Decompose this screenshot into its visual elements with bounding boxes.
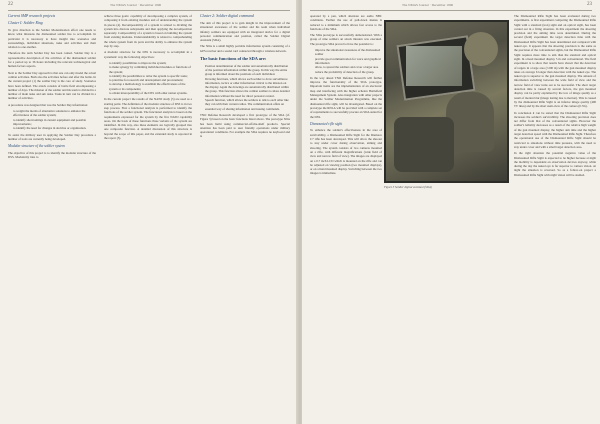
paragraph: TNO Defense Research developed a first prototype of the SDA (cf. Figure 3) based on the basic functions listed above. The prototype SDA has been build using commercial-off-the-shelf products. Special attention has been paid to user friendly operations under military operational conditions. For example the SDA requires no keyboard and is bbox=[200, 112, 290, 139]
figure-photo-frame bbox=[384, 20, 509, 183]
list-item: • Drawing functions, which allows each soldier to draw surveillance information, tactics or other information critical to the mission on the display. Again the drawings are automatically distributed within the group. This function allows the combat soldiers to share detailed information without the need for direct personal contact. bbox=[205, 77, 290, 98]
paragraph: achieve three goals: capability of decomposing a complex system, of composing it from existing modules and of understanding the system in pieces (4). Decomposability of a system is related to dividing the system into discrete subsystems and then applying the decomposition separately. Composability of a system is based on building the system from existing modules. Understandability is related to comprehending the whole system from its parts and the ability to enhance the system step by step. bbox=[104, 14, 192, 49]
paragraph: operated by a pen, which alternate are audio NBC conditions. Further the use of pull-down menus is reduced to a minimum which allows fast access to the functions of the SDA. bbox=[310, 14, 382, 31]
running-head: The NMAS Journal · December 1996 bbox=[110, 3, 162, 7]
device-display-shape bbox=[406, 46, 462, 86]
paragraph: Therefore the term Soldier Day has been coined. Soldier Day is a representative description of the activities of the dismounted soldier for a period up to 36 hours including the relevant technological and human factors aspects. bbox=[8, 51, 96, 69]
bullet-list bbox=[200, 64, 290, 111]
paragraph: The objective of this project is to identify the modular structure of the DSS. Modularity tries to bbox=[8, 150, 96, 160]
list-item: • improve the situational awareness of the dismounted soldier bbox=[315, 48, 382, 57]
list-item: • to obtain interoperability of the DSS with other nation systems. bbox=[109, 91, 192, 95]
bullet-list bbox=[104, 61, 192, 95]
gear-shape bbox=[394, 117, 454, 172]
page-number: 22 bbox=[8, 2, 13, 7]
paragraph: To enhance the soldier's effectiveness in the area of survivability, a Dismounted Rifle Sight for the Diemaco C7 rifle has been developed. This will allow the shooter to stay under cover during observation, aiming and shooting. The system consists of two cameras mounted on a rifle, with different magnifications (wide field of view and narrow field of view). The images are displayed on a 0.7 inch LCD which is mounted on the rifle and can be adjusted on viewing position (two mounted displays), or on a hand mounted display. Switching between the two images is immediate. bbox=[310, 128, 382, 176]
paragraph: A modular structure for the DSS is necessary to accomplish in a systematic way the following objectives: bbox=[104, 50, 192, 59]
list-item: • to develop a methodology to establish the effectiveness of the system or its components; bbox=[109, 82, 192, 91]
subsection-heading: Cluster 2: Soldier digital command bbox=[200, 14, 254, 18]
column-3 bbox=[200, 14, 290, 419]
list-item: • reduce the probability of detection of the group. bbox=[315, 70, 382, 74]
paragraph: The Dismounted Rifle Sight has been evaluated during two experiments. A first experiment comparing the Dismounted Rifle Sight with a standard (iron) sight and an optical sight, has been carried out in a firing situation. In this experiment the shooting precision and the aiming time were determined. During the second (field) experiment the target detection time with the Dismounted Rifle Sight has been determined and compared with naked eye. It appears that the shooting precision is the same as the precision of the conventional sights, but the Dismounted Rifle Sight requires more time to aim than the standard and optical sight. In a head mounted display 5 m and conventional. The field experiment is to show that results have shown that the detection of targets in a large area (>200 m) with the gun mounted display takes on average 6 longer than detection with the naked eye. The naked eye is superior to the gun mounted display. The amount of information switching between the wide field of view and the narrow field of view turns out to be successful. The short target detection time is caused by several factors, the gun mounted display can be partly explained by the low of image quality as a result of motion blur (image lasting due to motion). This is caused by the dismounted Rifle Sight is an inferior image quality (400 TV lines) and by the short stem-view of the camera (0.7m). bbox=[514, 14, 596, 109]
list-item: • provide good communication for voice and graphical information bbox=[315, 57, 382, 66]
running-head: The NMAS Journal · December 1996 bbox=[402, 3, 454, 7]
header-rule bbox=[310, 10, 592, 11]
page-number: 23 bbox=[587, 2, 592, 7]
column-3 bbox=[514, 14, 596, 419]
figure-caption: Figure 3 Soldier digital assistant (SDA) bbox=[384, 185, 432, 189]
subsection-heading: Dismounted rifle sight bbox=[310, 121, 343, 126]
list-item: • to make synergy by combining individual modules or functions of the system; bbox=[109, 65, 192, 74]
left-page bbox=[0, 0, 298, 424]
helmet-shape bbox=[464, 32, 498, 66]
list-item: • to prioritise for research and development and procurement; bbox=[109, 78, 192, 82]
list-item: • allow, to spread the soldiers and cover a larger area bbox=[315, 65, 382, 69]
paragraph: To give direction to the Soldier Modernisation effort one needs to know what missions the dismounted soldier has to accomplish. In particular it is necessary to have insight into scenarios and surroundings, individual situations, tasks and activities and their relation to one another. bbox=[8, 28, 96, 50]
column-2 bbox=[104, 14, 192, 419]
paragraph: In conclusion it can be stated that the Dismounted Rifle Sight increases the soldier's survivability. The shooting precision does not differ from that of the conventional sights. However the soldier's lethality decreases as a result of the relative high weight of the gun mounted display, the higher aim time and the higher target detection speed with the Dismounted Rifle Sight. Therefore the operational use of the Dismounted Rifle Sight should be restricted to situations without time pressure, with the need to stay under cover and with a small target detection area. bbox=[514, 110, 596, 149]
paragraph: The aim of this project is to gain insight in the improvement of the situational awareness of the soldier and his team when individual infantry soldiers are equipped with an integrated device for a digital personal communication and position, called the Soldier Digital Assistant (SDA). bbox=[200, 21, 290, 43]
section-heading: The basic functions of the SDA are: bbox=[200, 56, 267, 62]
bullet-list bbox=[310, 48, 382, 74]
paragraph: Next to the Soldier Day approach is that one can only model the actual combat activities. Both also the activities before and after the battle. In the current project (1) the soldier Day is the core of study. Scenarios have been defined. The attack consists of battle field encompassing a number of days. The mission of the soldier and his team is divided in a number of main tasks and sub tasks. Tasks in turn can be divided in a number of activities. bbox=[8, 70, 96, 101]
paragraph: In the way ahead TNO Defense Research will further improve the functionality of the SDA prototype. Important items are the implementation of an electronic map and interfacing with the higher echelon Battlefield Management System. Also integration with other projects under the Soldier Modernisation Programme, like the dismounted rifle sight, will be investigated. Based on the prototype the RNLA will be provided with a complete set of requirements to successfully procure an SDA suited for the DSS. bbox=[310, 75, 382, 119]
list-item: • Position determination of the soldier and automatically distribution of the position information within the group. In this way the entire group is informed about the positions of each individual. bbox=[205, 64, 290, 77]
list-item: • to weight the merits of alternative solutions to enhance the effectiveness of the soldier system; bbox=[13, 109, 96, 118]
section-heading: Current SMP research projects bbox=[8, 14, 56, 18]
bullet-list bbox=[8, 109, 96, 130]
list-item: • to identify possibilities to improve the system; bbox=[109, 61, 192, 65]
column-1 bbox=[8, 14, 96, 419]
paragraph: A procedure was designed that was the Soldier Day information: bbox=[8, 102, 88, 107]
subsection-heading: Modular structure of the soldier system bbox=[8, 144, 65, 149]
header-rule bbox=[8, 10, 290, 11]
paragraph: The SDA prototype is successfully demonstrated. With a group of nine soldiers an attack mission was executed. The prototype SDA proved to have the potential to: bbox=[310, 33, 382, 46]
subsection-heading: Cluster I: Soldier Ring bbox=[8, 21, 43, 25]
list-item: • to identify the need for changes in doctrine or organisation. bbox=[13, 126, 96, 130]
paragraph: The SDA is a small highly portable information system consisting of a GPS receiver and a sound card connected through a wireless network. bbox=[200, 44, 290, 53]
column-1 bbox=[310, 14, 382, 419]
paragraph: In the right situation the potential negative value of the Dismounted Rifle Sight is expected to be higher because at night the mobility is dependent on observation devices anyway, while during the day the naked eye is far superior to camera vision. At night the situation is reversed. So as a follow-on project a Dismounted Rifle Sight with night vision will be studied. bbox=[514, 151, 596, 177]
paragraph: In the current project the results of the NATO study (5) are used as a starting point. The definition of the modular structure of DSS is in two step process. First a functional analysis is performed to identify the functions of the soldier system. The functional analysis is based on the requirements expressed for the system by the five NATO capability areas. On the basis of these functions three variants of the system are identified. In this way, also these elements are logically grouped into one composite function. A detailed discussion of this structure is beyond the scope of this paper, and the extended study is reported in the report (3). bbox=[104, 97, 192, 141]
soldier-digital-assistant-photo bbox=[386, 22, 507, 181]
paragraph: To assist the military user in applying the Soldier Day procedure a number of tools are currently being developed. bbox=[8, 132, 96, 141]
list-item: • to identify the possibilities to tailor the system to specific tasks; bbox=[109, 74, 192, 78]
list-item: • to identify shortcomings in current equipment and possible improvements; bbox=[13, 118, 96, 127]
list-item: • Speech function, which allows the soldiers to talk to each other like they can with their current radios. The communication offers an essential way of sharing information and issuing commands. bbox=[205, 98, 290, 111]
